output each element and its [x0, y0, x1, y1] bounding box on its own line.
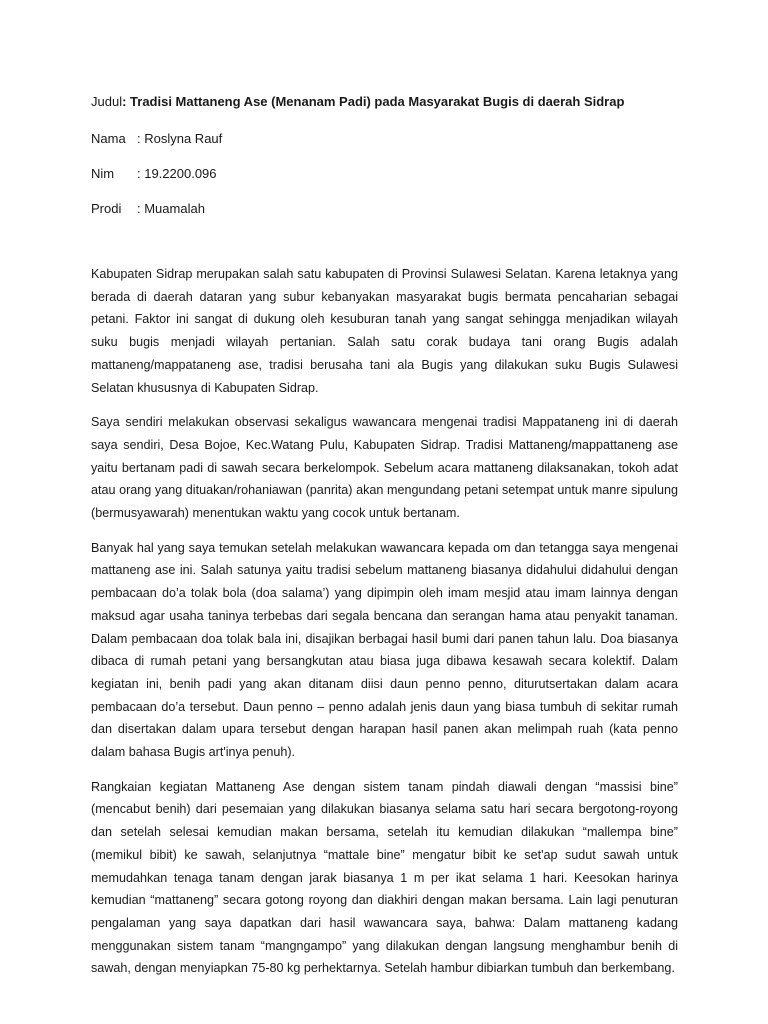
- meta-value-nama: : Roslyna Rauf: [137, 131, 223, 146]
- meta-value-prodi: : Muamalah: [137, 201, 205, 216]
- meta-label-nama: Nama: [91, 131, 126, 146]
- paragraph-4: Rangkaian kegiatan Mattaneng Ase dengan sistem tanam pindah diawali dengan “massisi bine” (mencabut benih) dari pesemaian yang dilakukan biasanya selama satu hari secara bergotong-royong dan setelah selesai kemudian makan bersama, setelah itu kemudian dilakukan “mallempa bine” (memikul bibit) ke sawah, selanjutnya “mattale bine” mengatur bibit ke set'ap sudut sawah untuk memudahkan tenaga tanam dengan jarak biasanya 1 m per ikat selama 1 hari. Keesokan harinya kemudian “mattaneng” secara gotong royong dan diakhiri dengan makan bersama. Lain lagi penuturan pengalaman yang saya dapatkan dari hasil wawancara saya, bahwa: Dalam mattaneng kadang menggunakan sistem tanam “mangngampo” yang dilakukan dengan langsung menghambur benih di sawah, dengan menyiapkan 75-80 kg perhektarnya. Setelah hambur dibiarkan tumbuh dan berkembang.: [91, 779, 678, 976]
- meta-row-nim: [91, 165, 678, 183]
- paragraph-3: Banyak hal yang saya temukan setelah melakukan wawancara kepada om dan tetangga saya mengenai mattaneng ase ini. Salah satunya yaitu tradisi sebelum mattaneng biasanya didahului didahului dengan pembacaan do’a tolak bola (doa salama’) yang dipimpin oleh imam mesjid atau imam lainnya dengan maksud agar usaha taninya terbebas dari segala bencana dan serangan hama atau penyakit tanaman. Dalam pembacaan doa tolak bala ini, disajikan berbagai hasil bumi dari panen tahun lalu. Doa biasanya dibaca di rumah petani yang bersangkutan atau biasa juga dibawa kesawah secara kolektif. Dalam kegiatan ini, benih padi yang akan ditanam diisi daun penno penno, diturutsertakan dalam acara pembacaan do’a tersebut. Daun penno – penno adalah jenis daun yang biasa tumbuh di sekitar rumah dan disertakan dalam upara tersebut dengan harapan hasil panen akan melimpah ruah (kata penno dalam bahasa Bugis art'inya penuh).: [91, 540, 678, 760]
- title-text: Tradisi Mattaneng Ase (Menanam Padi) pada Masyarakat Bugis di daerah Sidrap: [130, 94, 625, 109]
- title-label: Judul: [91, 94, 123, 109]
- paragraph-1: Kabupaten Sidrap merupakan salah satu kabupaten di Provinsi Sulawesi Selatan. Karena letaknya yang berada di daerah dataran yang subur kebanyakan masyarakat bugis bermata pencaharian sebagai petani. Faktor ini sangat di dukung oleh kesuburan tanah yang sangat sehingga menjadikan wilayah suku bugis menjadi wilayah pertanian. Salah satu corak budaya tani orang Bugis adalah mattaneng/mappataneng ase, tradisi berusaha tani ala Bugis yang dilakukan suku Bugis Sulawesi Selatan khususnya di Kabupaten Sidrap.: [91, 267, 678, 395]
- meta-value-nim: : 19.2200.096: [137, 166, 217, 181]
- section-spacer: [91, 235, 678, 263]
- title-separator: :: [122, 94, 131, 109]
- meta-label-nim: Nim: [91, 166, 115, 181]
- meta-label-prodi: Prodi: [91, 201, 122, 216]
- paragraph-2: Saya sendiri melakukan observasi sekaligus wawancara mengenai tradisi Mappataneng ini di daerah saya sendiri, Desa Bojoe, Kec.Watang Pulu, Kabupaten Sidrap. Tradisi Mattaneng/mappattaneng ase yaitu bertanam padi di sawah secara berkelompok. Sebelum acara mattaneng dilaksanakan, tokoh adat atau orang yang dituakan/rohaniawan (panrita) akan mengundang petani setempat untuk manre sipulung (bermusyawarah) menentukan waktu yang cocok untuk bertanam.: [91, 415, 678, 521]
- meta-row-nama: [91, 130, 678, 148]
- document-title: [91, 93, 678, 111]
- meta-row-prodi: [91, 200, 678, 218]
